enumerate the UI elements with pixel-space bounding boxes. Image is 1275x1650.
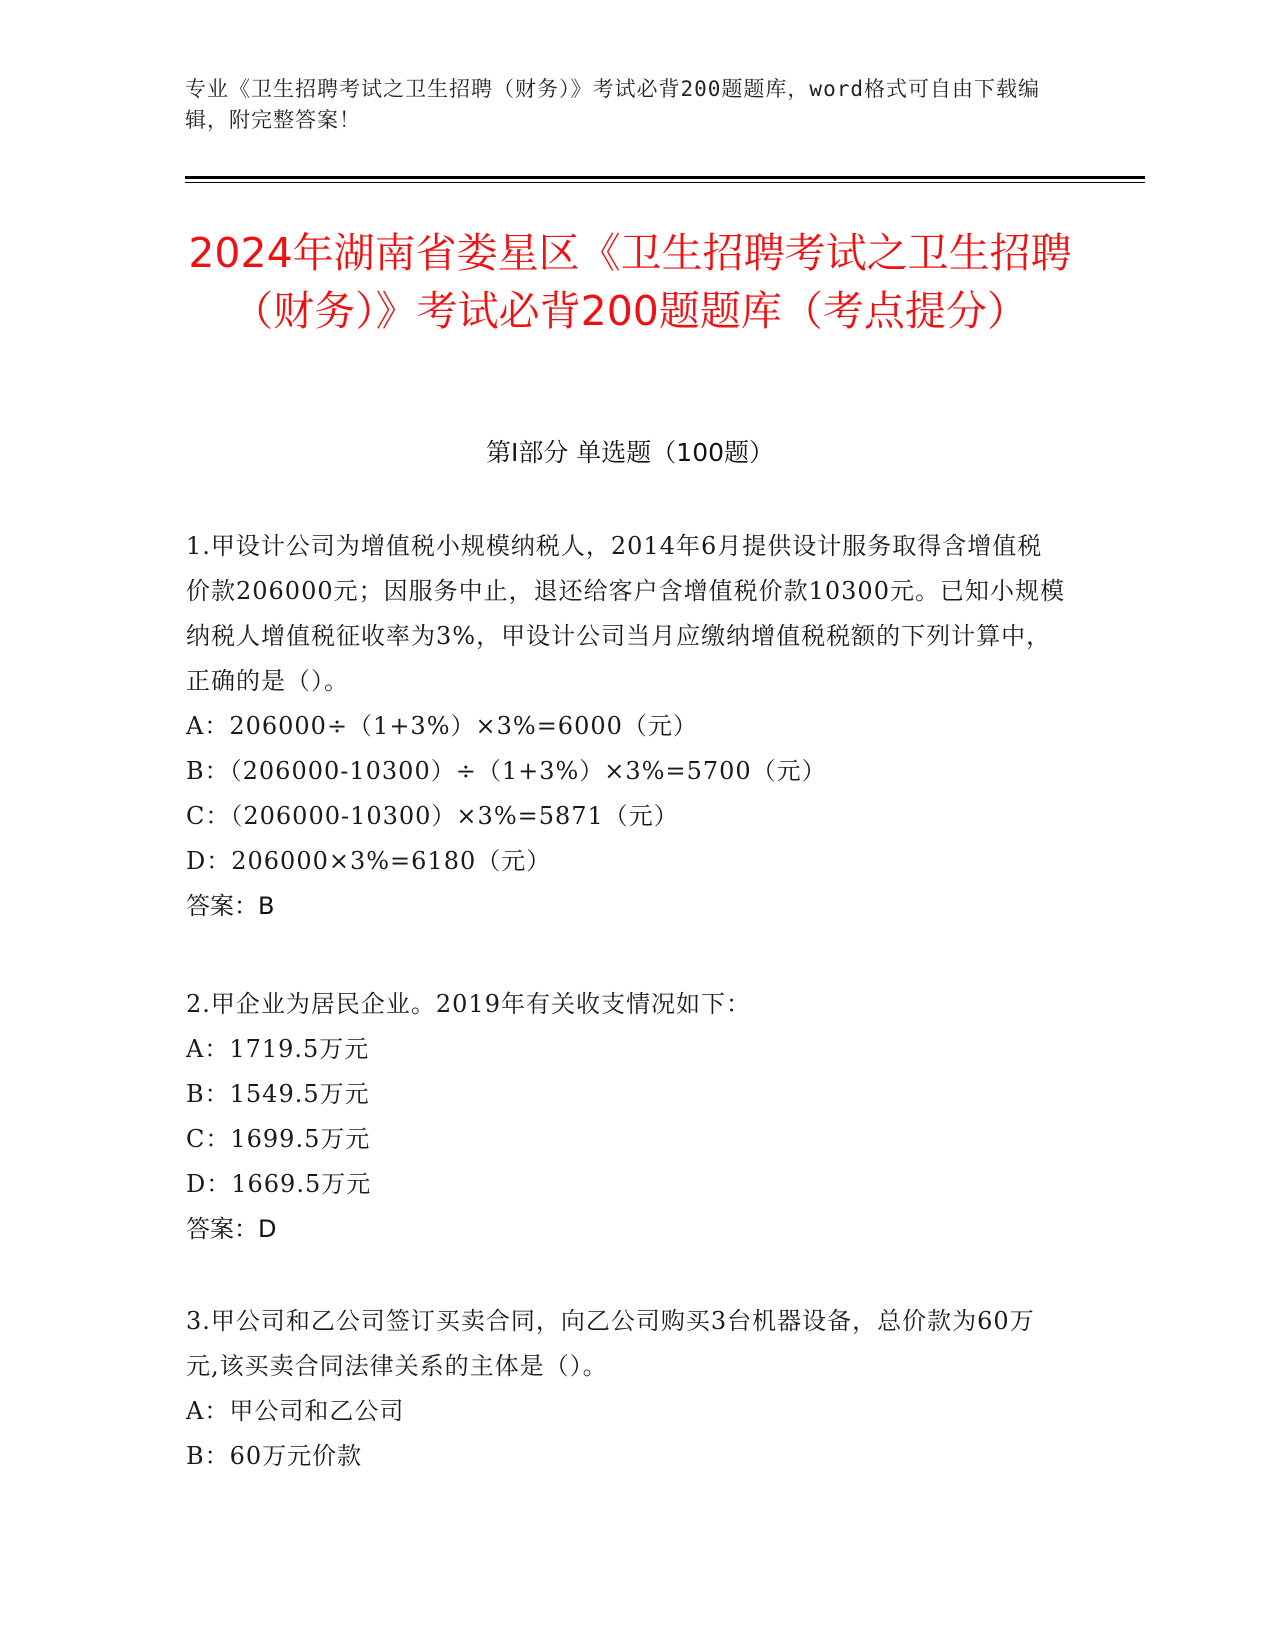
option-b: B：（206000-10300）÷（1+3%）×3%=5700（元）	[186, 757, 827, 785]
option-a: A：甲公司和乙公司	[186, 1397, 405, 1425]
option-c: C：1699.5万元	[186, 1125, 371, 1153]
option-b: B：60万元价款	[186, 1442, 363, 1470]
option-b: B：1549.5万元	[186, 1080, 370, 1108]
question-text: 1.甲设计公司为增值税小规模纳税人，2014年6月提供设计服务取得含增值税价款206000元；因服务中止，退还给客户含增值税价款10300元。已知小规模纳税人增值税征收率为3%，甲设计公司当月应缴纳增值税税额的下列计算中，正确的是（）。	[186, 532, 1065, 695]
option-d: D：206000×3%=6180（元）	[186, 847, 552, 875]
question-text: 3.甲公司和乙公司签订买卖合同，向乙公司购买3台机器设备，总价款为60万元,该买卖合同法律关系的主体是（）。	[186, 1307, 1035, 1380]
question-text: 2.甲企业为居民企业。2019年有关收支情况如下：	[186, 990, 751, 1018]
document-title: 2024年湖南省娄星区《卫生招聘考试之卫生招聘（财务）》考试必背200题题库（考点提分）	[188, 229, 1072, 335]
option-c: C：（206000-10300）×3%=5871（元）	[186, 802, 679, 830]
answer-label: 答案：B	[186, 892, 275, 920]
answer-label: 答案：D	[186, 1215, 277, 1243]
question-2	[186, 982, 1066, 1252]
header-divider-thick	[185, 176, 1145, 179]
header-note: 专业《卫生招聘考试之卫生招聘（财务）》考试必背200题题库，word格式可自由下载编辑，附完整答案！	[185, 77, 1040, 132]
option-d: D：1669.5万元	[186, 1170, 372, 1198]
question-3	[186, 1299, 1066, 1479]
option-a: A：1719.5万元	[186, 1035, 370, 1063]
header-divider-thin	[185, 182, 1145, 183]
option-a: A：206000÷（1+3%）×3%=6000（元）	[186, 712, 698, 740]
question-1	[186, 524, 1066, 929]
section-heading: 第Ⅰ部分 单选题（100题）	[485, 438, 775, 467]
